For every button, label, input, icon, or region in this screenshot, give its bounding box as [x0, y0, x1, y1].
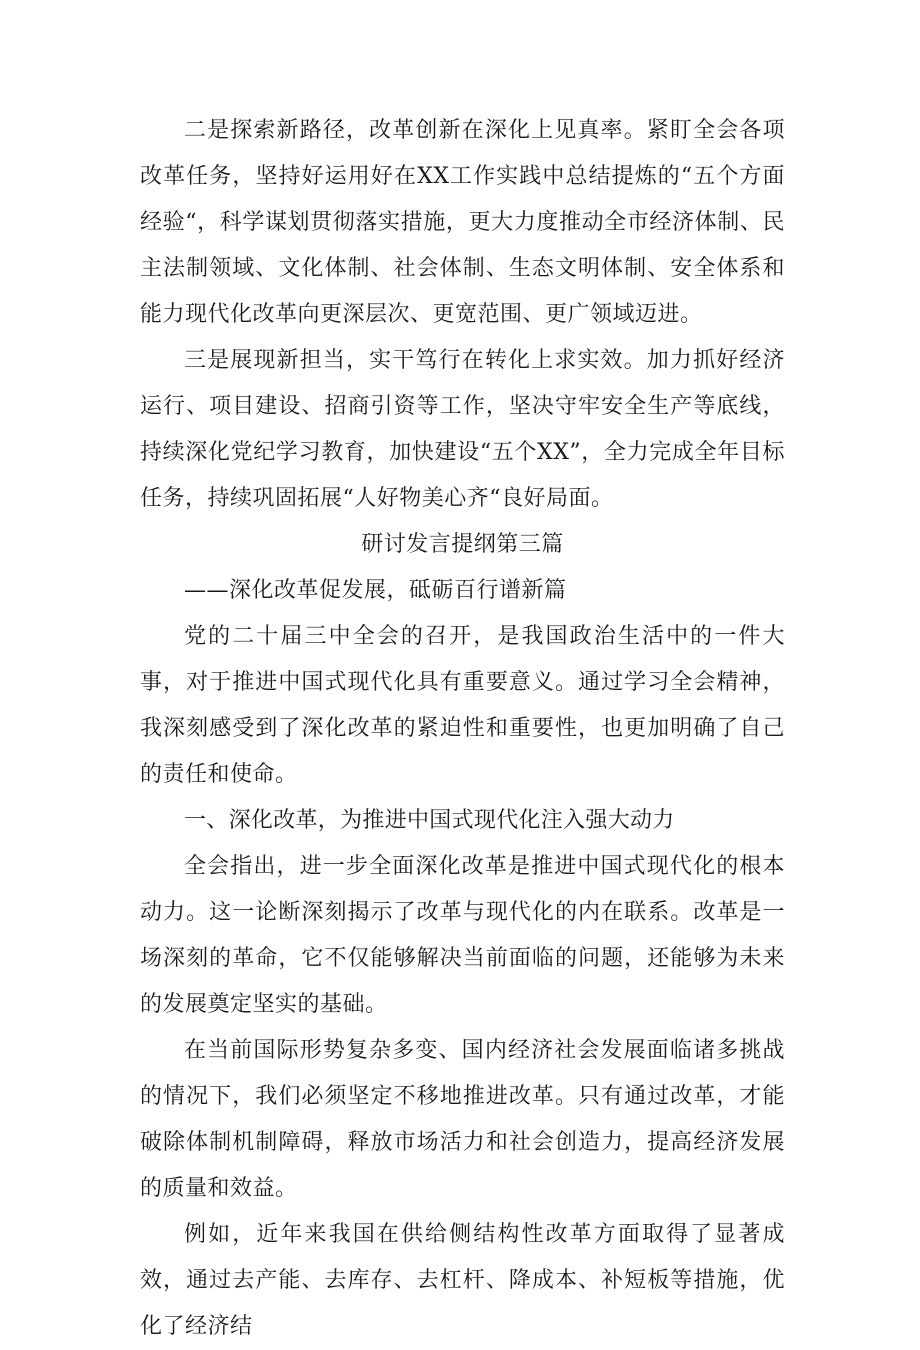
heading-deepen-reform: 一、深化改革，为推进中国式现代化注入强大动力: [184, 808, 675, 833]
paragraph-intro: 党的二十届三中全会的召开，是我国政治生活中的一件大事，对于推进中国式现代化具有重要意义。通过学习全会精神，我深刻感受到了深化改革的紧迫性和重要性，也更加明确了自己的责任和使命。: [140, 624, 785, 787]
section-subtitle: ——深化改革促发展，砥砺百行谱新篇: [184, 578, 567, 603]
paragraph-new-responsibility: 三是展现新担当，实干笃行在转化上求实效。加力抓好经济运行、项目建设、招商引资等工作，坚决守牢安全生产等底线，持续深化党纪学习教育，加快建设“五个XX”，全力完成全年目标任务，持续巩固拓展“人好物美心齐“良好局面。: [140, 348, 785, 511]
paragraph-reform-path: 二是探索新路径，改革创新在深化上见真率。紧盯全会各项改革任务，坚持好运用好在XX工作实践中总结提炼的“五个方面经验“，科学谋划贯彻落实措施，更大力度推动全市经济体制、民主法制领域、文化体制、社会体制、生态文明体制、安全体系和能力现代化改革向更深层次、更宽范围、更广领域迈进。: [140, 118, 785, 327]
paragraph-current-situation: 在当前国际形势复杂多变、国内经济社会发展面临诸多挑战的情况下，我们必须坚定不移地推进改革。只有通过改革，才能破除体制机制障碍，释放市场活力和社会创造力，提高经济发展的质量和效益。: [140, 1038, 785, 1201]
paragraph-plenum-statement: 全会指出，进一步全面深化改革是推进中国式现代化的根本动力。这一论断深刻揭示了改革与现代化的内在联系。改革是一场深刻的革命，它不仅能够解决当前面临的问题，还能够为未来的发展奠定坚实的基础。: [140, 854, 785, 1017]
paragraph-example: 例如，近年来我国在供给侧结构性改革方面取得了显著成效，通过去产能、去库存、去杠杆、降成本、补短板等措施，优化了经济结: [140, 1222, 785, 1339]
section-title: 研讨发言提纲第三篇: [361, 532, 564, 557]
document-page: [140, 108, 785, 1350]
